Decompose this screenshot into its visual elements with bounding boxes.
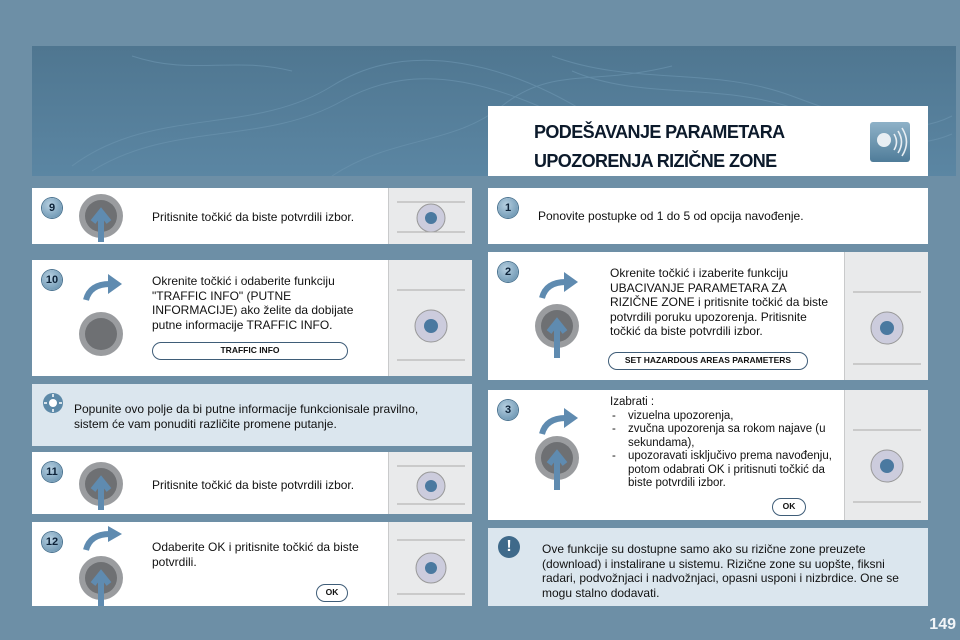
note-box xyxy=(488,528,928,606)
knob-press-icon xyxy=(76,458,126,512)
note-text: Ove funkcije su dostupne samo ako su rizične zone preuzete (download) i instalirane u sistemu. Rizične zone su uopšte, fiksni radari, podvožnjaci i nadvožnjaci, opasni usponi i nizbrdice. One se mogu stalno dodavati. xyxy=(542,542,899,600)
rotate-arrow-icon xyxy=(536,272,580,302)
options-intro: Izabrati : xyxy=(610,396,655,408)
lightbulb-icon xyxy=(42,392,64,414)
step-12 xyxy=(32,522,472,606)
step-number-badge: 11 xyxy=(42,462,62,482)
list-item: - zvučna upozorenja sa rokom najave (u sekundama), xyxy=(610,423,832,450)
ok-pill: OK xyxy=(772,498,806,516)
step-number-badge: 2 xyxy=(498,262,518,282)
tip-text: Popunite ovo polje da bi putne informacije funkcionisale pravilno, sistem će vam ponuditi različite promene putanje. xyxy=(74,402,419,431)
step-number-badge: 3 xyxy=(498,400,518,420)
step-text: Pritisnite točkić da biste potvrdili izbor. xyxy=(152,210,355,224)
voice-warning-icon xyxy=(870,122,910,162)
rotate-arrow-icon xyxy=(80,526,124,552)
list-item: - vizuelna upozorenja, xyxy=(610,410,832,424)
options-list xyxy=(610,410,832,491)
step-9 xyxy=(32,188,472,244)
page-number: 149 xyxy=(929,616,956,633)
step-number-badge: 1 xyxy=(498,198,518,218)
step-11 xyxy=(32,452,472,514)
control-panel-image xyxy=(844,252,928,380)
knob-icon xyxy=(76,308,126,360)
rotate-arrow-icon xyxy=(80,274,124,304)
step-10 xyxy=(32,260,472,376)
step-text: Ponovite postupke od 1 do 5 od opcija navođenje. xyxy=(538,209,804,223)
ok-pill: OK xyxy=(316,584,348,602)
knob-press-icon xyxy=(76,192,126,244)
step-text: Odaberite OK i pritisnite točkić da biste potvrdili. xyxy=(152,540,359,569)
page-title: PODEŠAVANJE PARAMETARA UPOZORENJA RIZIČNE ZONE xyxy=(534,122,784,171)
control-panel-image xyxy=(388,188,472,244)
step-2 xyxy=(488,252,928,380)
step-1 xyxy=(488,188,928,244)
step-number-badge: 12 xyxy=(42,532,62,552)
knob-press-icon xyxy=(532,302,582,358)
step-text: Okrenite točkić i izaberite funkciju UBACIVANJE PARAMETARA ZA RIZIČNE ZONE i pritisnite točkić da biste potvrdili poruku upozorenja. Pritisnite točkić da biste potvrdili izbor. xyxy=(610,266,829,338)
step-number-badge: 10 xyxy=(42,270,62,290)
step-3 xyxy=(488,390,928,520)
options-block xyxy=(610,396,832,491)
step-text: Pritisnite točkić da biste potvrdili izbor. xyxy=(152,478,355,492)
knob-press-icon xyxy=(76,552,126,606)
control-panel-image xyxy=(388,522,472,606)
control-panel-image xyxy=(388,452,472,514)
screen-label-pill: SET HAZARDOUS AREAS PARAMETERS xyxy=(608,352,808,370)
screen-label-pill: TRAFFIC INFO xyxy=(152,342,348,360)
tip-box xyxy=(32,384,472,446)
knob-press-icon xyxy=(532,434,582,490)
control-panel-image xyxy=(844,390,928,520)
list-item: - upozoravati isključivo prema navođenju, potom odabrati OK i pritisnuti točkić da biste potvrdili izbor. xyxy=(610,450,832,491)
title-box xyxy=(488,106,928,176)
warning-icon: ! xyxy=(498,536,520,558)
step-text: Okrenite točkić i odaberite funkciju "TRAFFIC INFO" (PUTNE INFORMACIJE) ako želite da dobijate putne informacije TRAFFIC INFO. xyxy=(152,274,354,332)
control-panel-image xyxy=(388,260,472,376)
step-number-badge: 9 xyxy=(42,198,62,218)
